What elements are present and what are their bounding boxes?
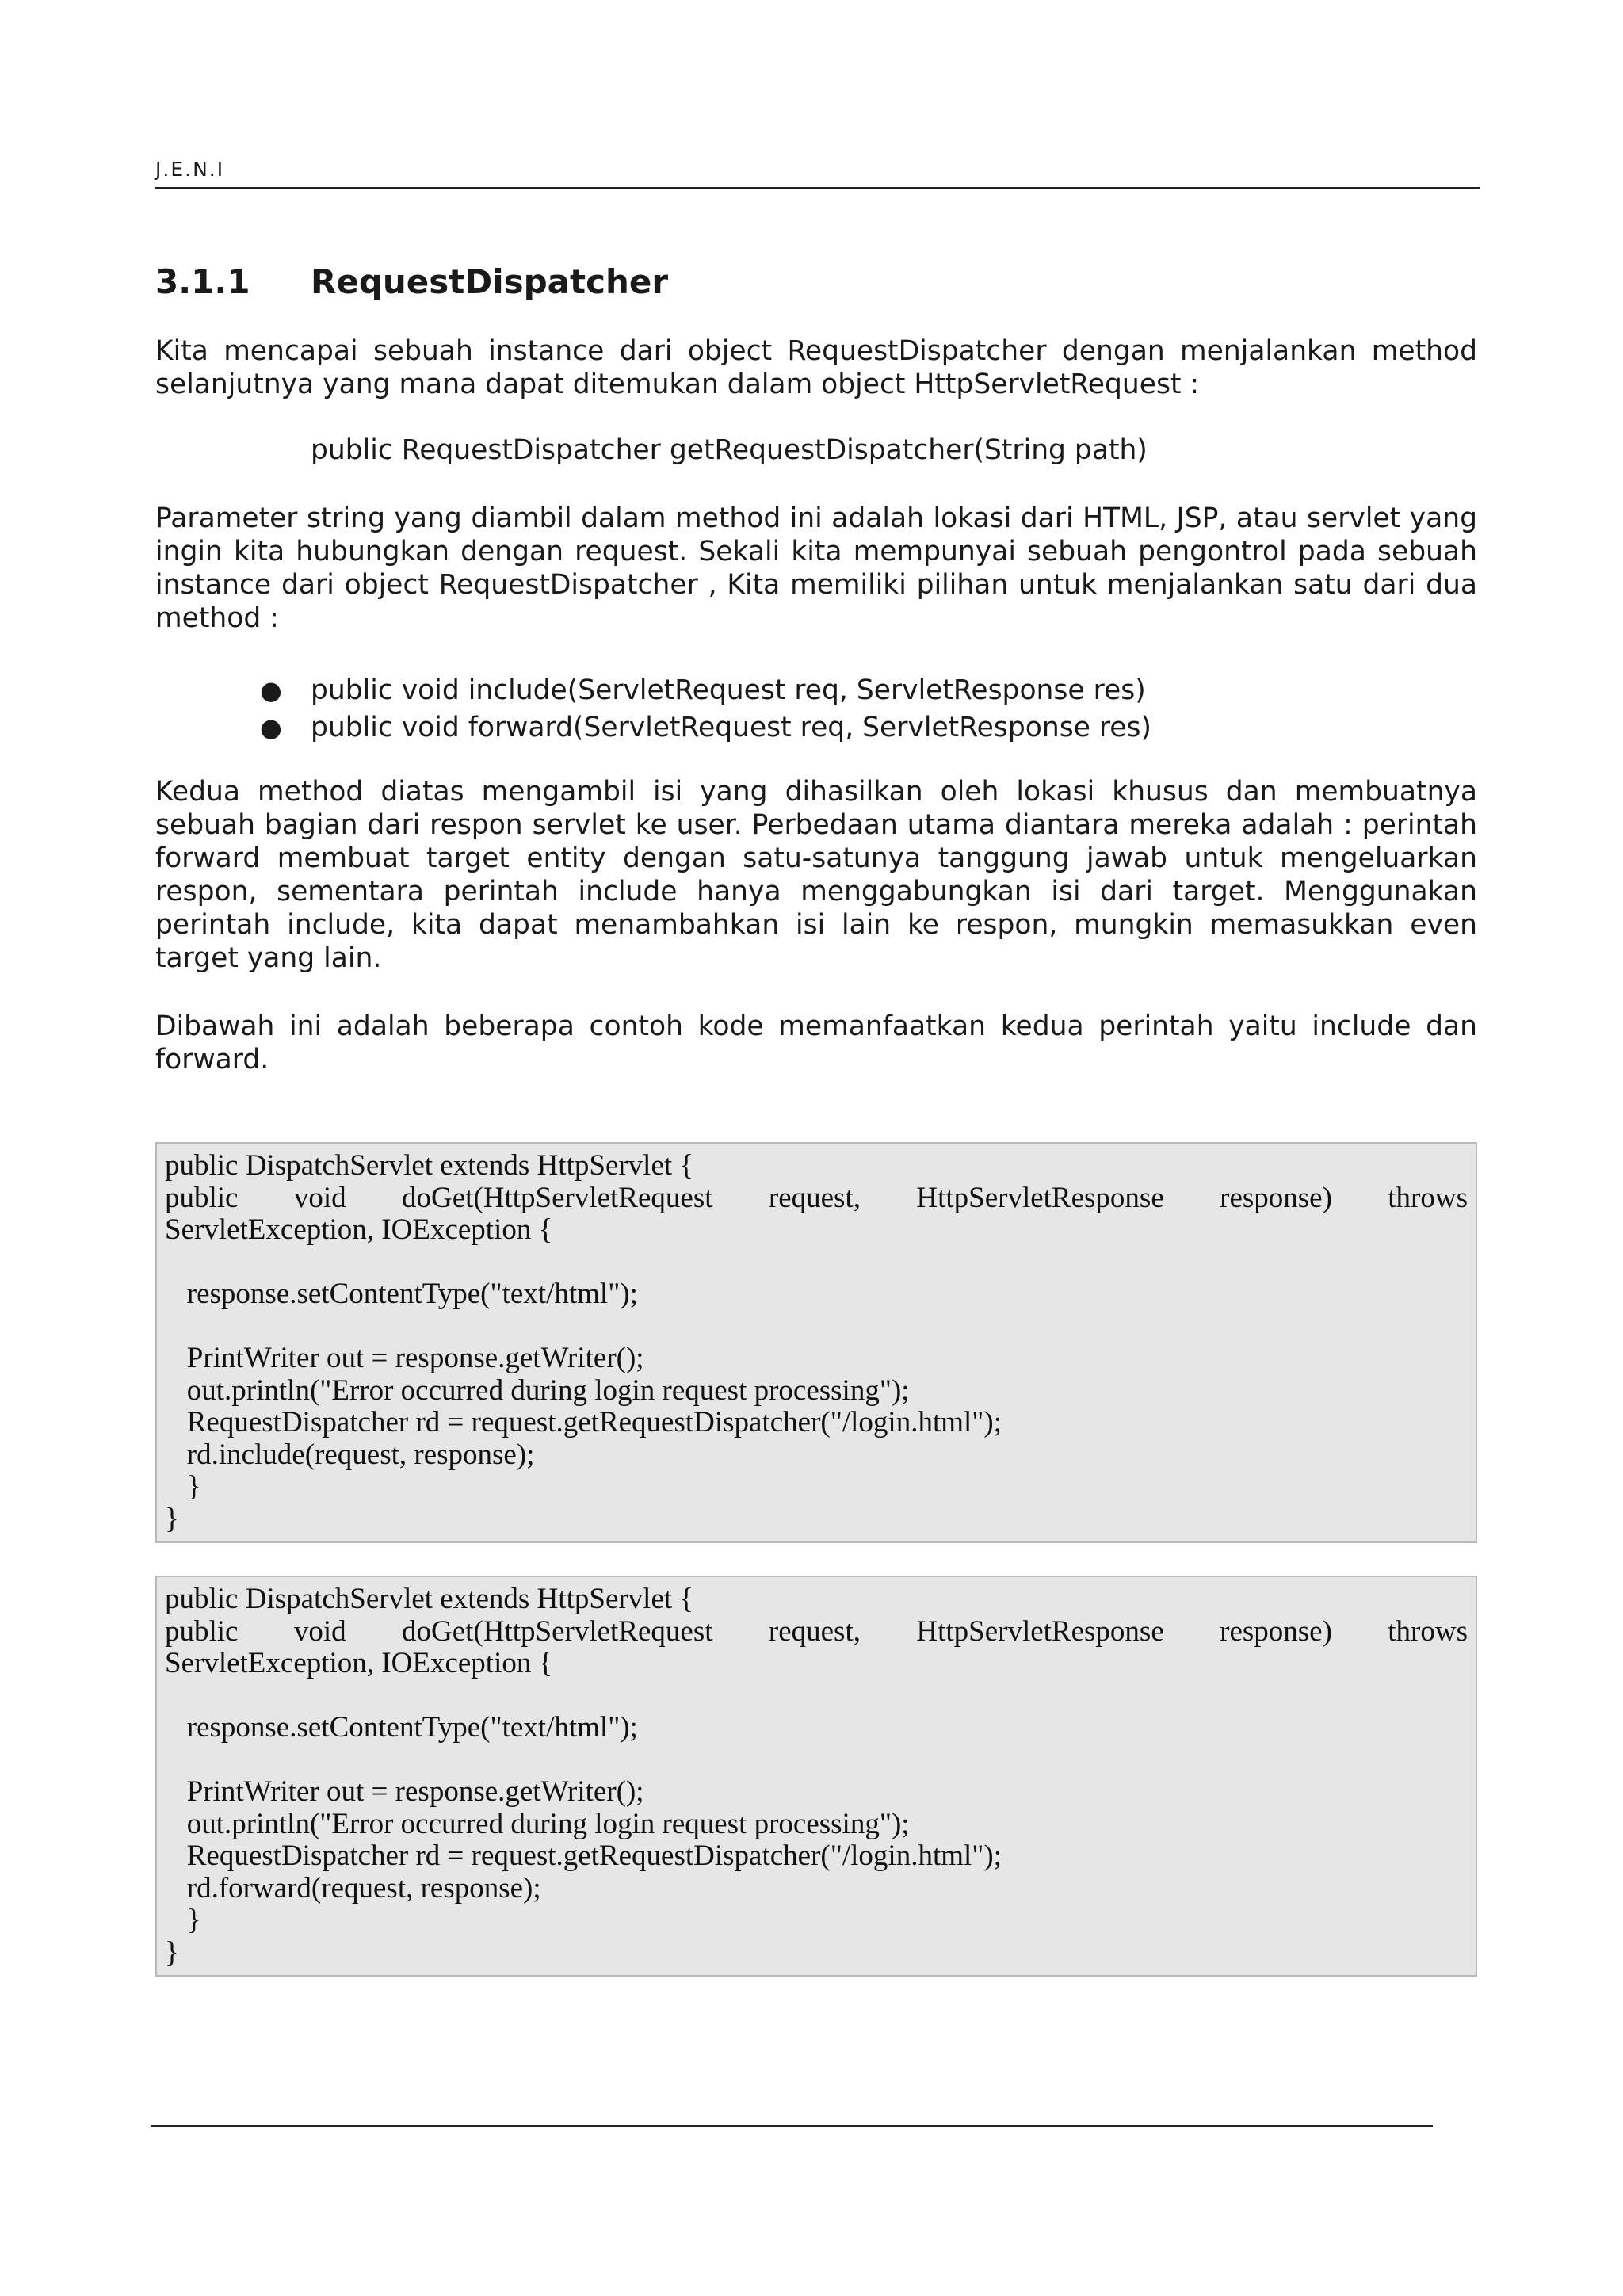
list-item-text: public void forward(ServletRequest req, ServletResponse res) [311,712,1151,743]
code-line: public void doGet(HttpServletRequest request, HttpServletResponse response) throws [165,1181,1468,1214]
code-line: public DispatchServlet extends HttpServlet { [165,1583,694,1615]
code-line: PrintWriter out = response.getWriter(); [165,1342,644,1374]
method-signature: public RequestDispatcher getRequestDispatcher(String path) [311,434,1148,466]
code-block-include [155,1142,1477,1543]
code-block-forward [155,1576,1477,1977]
explanation-paragraph: Kedua method diatas mengambil isi yang dihasilkan oleh lokasi khusus dan membuatnya sebuah bagian dari respon servlet ke user. Perbedaan utama diantara mereka adalah : perintah forward membuat target entity dengan satu-satunya tanggung jawab untuk mengeluarkan respon, sementara perintah include hanya menggabungkan isi dari target. Menggunakan perintah include, kita dapat menambahkan isi lain ke respon, mungkin memasukkan even target yang lain. [155,776,1477,974]
bullet-icon: ● [260,712,282,743]
code-line: RequestDispatcher rd = request.getRequestDispatcher("/login.html"); [165,1839,1002,1872]
examples-paragraph: Dibawah ini adalah beberapa contoh kode memanfaatkan kedua perintah yaitu include dan forward. [155,1010,1477,1075]
footer-divider [151,2125,1433,2127]
code-line: response.setContentType("text/html"); [165,1711,638,1744]
code-line [165,1247,1468,1279]
page-header: J.E.N.I [155,157,1480,189]
method-list [155,672,1151,747]
code-line: public DispatchServlet extends HttpServlet { [165,1149,694,1182]
section-heading [155,258,668,306]
code-line: ServletException, IOException { [165,1213,553,1246]
code-line: RequestDispatcher rd = request.getRequestDispatcher("/login.html"); [165,1406,1002,1438]
section-number: 3.1.1 [155,262,250,301]
code-line [165,1680,1468,1713]
code-line: rd.include(request, response); [165,1438,535,1471]
list-item [155,709,1151,747]
code-line: out.println("Error occurred during login request processing"); [165,1807,910,1840]
code-line: } [165,1502,179,1535]
code-line: ServletException, IOException { [165,1647,553,1679]
code-line: } [165,1904,201,1936]
code-line [165,1311,1468,1343]
section-title: RequestDispatcher [311,262,669,301]
list-item-text: public void include(ServletRequest req, ServletResponse res) [311,674,1146,706]
intro-paragraph: Kita mencapai sebuah instance dari object RequestDispatcher dengan menjalankan method selanjutnya yang mana dapat ditemukan dalam object HttpServletRequest : [155,335,1477,400]
code-line [165,1744,1468,1777]
code-line: out.println("Error occurred during login request processing"); [165,1373,910,1407]
code-line: PrintWriter out = response.getWriter(); [165,1775,644,1808]
bullet-icon: ● [260,675,282,705]
code-line: response.setContentType("text/html"); [165,1278,638,1310]
parameter-paragraph: Parameter string yang diambil dalam method ini adalah lokasi dari HTML, JSP, atau servlet yang ingin kita hubungkan dengan request. Sekali kita mempunyai sebuah pengontrol pada sebuah instance dari object RequestDispatcher , Kita memiliki pilihan untuk menjalankan satu dari dua method : [155,502,1477,634]
code-line: public void doGet(HttpServletRequest request, HttpServletResponse response) throws [165,1614,1468,1648]
code-line: } [165,1935,179,1969]
code-line: rd.forward(request, response); [165,1871,541,1904]
list-item [155,672,1151,709]
code-line: } [165,1470,201,1503]
